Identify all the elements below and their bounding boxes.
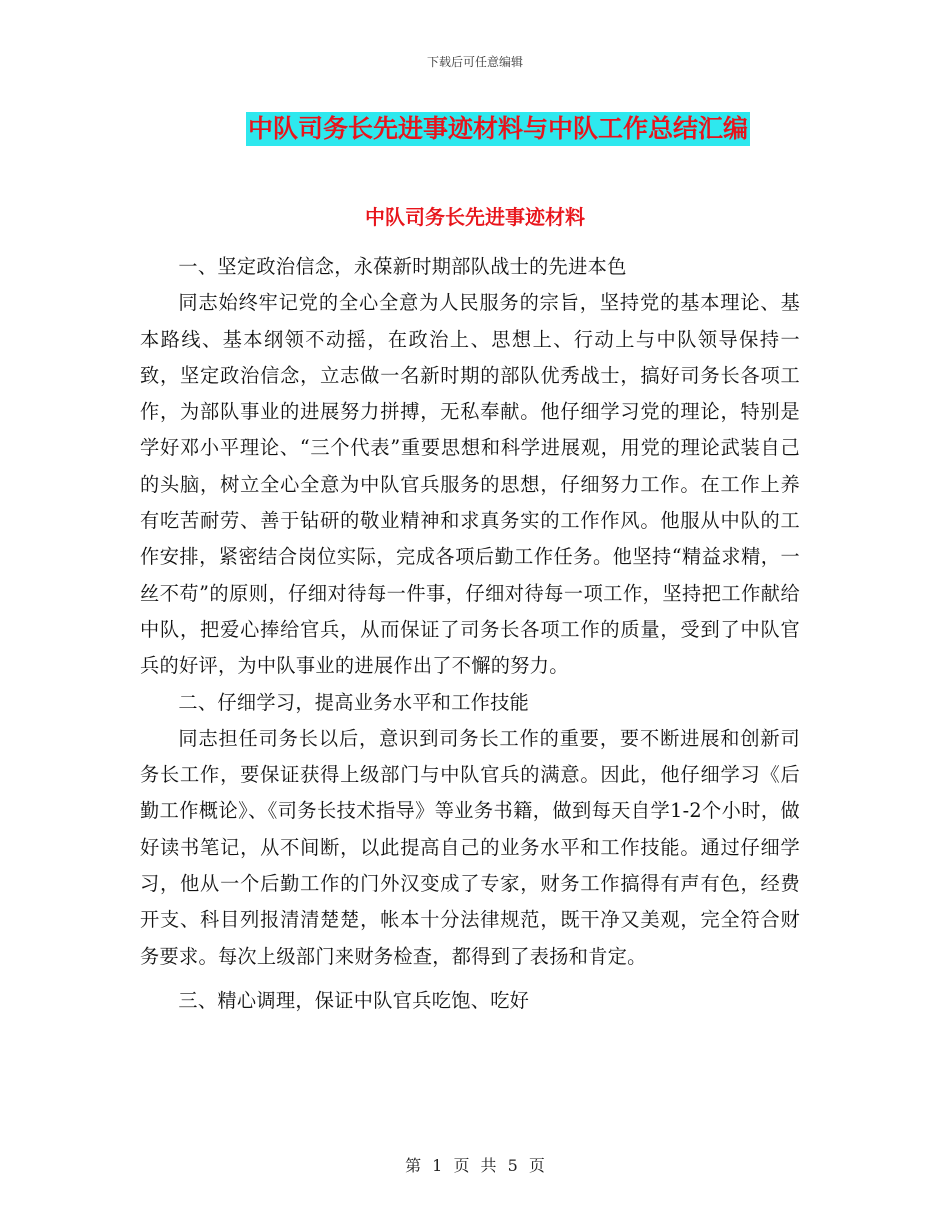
header-note: 下载后可任意编辑	[426, 55, 523, 69]
page-footer: 第 1 页 共 5 页	[405, 1156, 545, 1175]
main-title: 中队司务长先进事迹材料与中队工作总结汇编	[246, 112, 750, 146]
section-2-paragraph: 同志担任司务长以后，意识到司务长工作的重要，要不断进展和创新司务长工作，要保证获得上级部门与中队官兵的满意。因此，他仔细学习《后勤工作概论》、《司务长技术指导》等业务书籍，做到每天自学1-2个小时，做好读书笔记，从不间断，以此提高自己的业务水平和工作技能。通过仔细学习，他从一个后勤工作的门外汉变成了专家，财务工作搞得有声有色，经费开支、科目列报清清楚楚，帐本十分法律规范，既干净又美观，完全符合财务要求。每次上级部门来财务检查，都得到了表扬和肯定。	[140, 726, 800, 968]
subtitle: 中队司务长先进事迹材料	[365, 205, 585, 229]
section-3-heading: 三、精心调理，保证中队官兵吃饱、吃好	[178, 988, 530, 1012]
main-title-wrap	[0, 112, 950, 146]
section-2-heading: 二、仔细学习，提高业务水平和工作技能	[178, 690, 530, 714]
section-1-heading: 一、坚定政治信念，永葆新时期部队战士的先进本色	[178, 255, 627, 278]
document-body	[140, 221, 800, 1019]
section-1-paragraph: 同志始终牢记党的全心全意为人民服务的宗旨，坚持党的基本理论、基本路线、基本纲领不动摇，在政治上、思想上、行动上与中队领导保持一致，坚定政治信念，立志做一名新时期的部队优秀战士，搞好司务长各项工作，为部队事业的进展努力拼搏，无私奉献。他仔细学习党的理论，特别是学好邓小平理论、“三个代表”重要思想和科学进展观，用党的理论武装自己的头脑，树立全心全意为中队官兵服务的思想，仔细努力工作。在工作上养有吃苦耐劳、善于钻研的敬业精神和求真务实的工作作风。他服从中队的工作安排，紧密结合岗位实际，完成各项后勤工作任务。他坚持“精益求精，一丝不苟”的原则，仔细对待每一件事，仔细对待每一项工作，坚持把工作献给中队，把爱心捧给官兵，从而保证了司务长各项工作的质量，受到了中队官兵的好评，为中队事业的进展作出了不懈的努力。	[140, 291, 800, 678]
